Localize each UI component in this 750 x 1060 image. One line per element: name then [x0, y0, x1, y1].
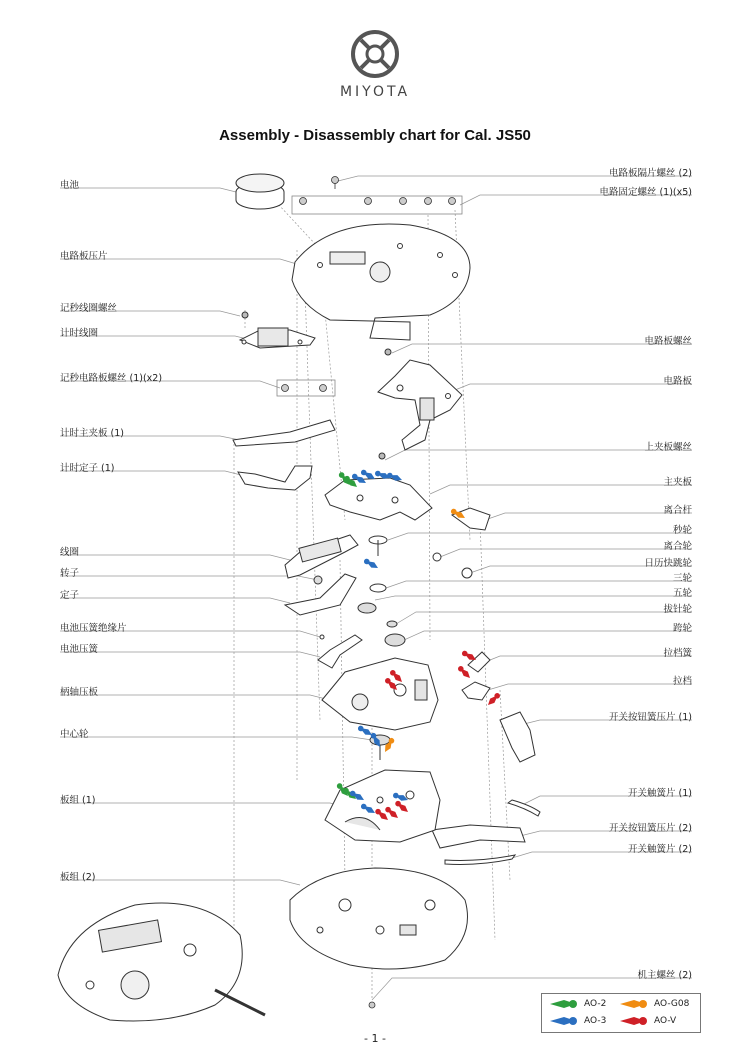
part-label-left: 记秒线圈螺丝: [60, 303, 118, 314]
switch-springs: [432, 712, 540, 864]
part-label-right: 秒轮: [672, 525, 692, 536]
chrono-screws: [277, 380, 335, 396]
coil-rotor-stator: [285, 535, 358, 615]
part-label-right: 拉档簧: [663, 648, 692, 659]
leader-line-right: [430, 485, 692, 494]
part-label-right: 日历快跳轮: [644, 558, 692, 569]
legend-label-ao-g08: AO-G08: [654, 999, 690, 1009]
leader-line-left: [60, 188, 240, 193]
part-label-right: 五轮: [672, 588, 692, 599]
leader-line-right: [480, 656, 692, 664]
part-label-left: 电池: [60, 180, 80, 191]
part-label-right: 电路固定螺丝 (1)(x5): [599, 187, 692, 198]
part-label-left: 计时主夹板 (1): [60, 428, 124, 439]
part-label-left: 中心轮: [60, 729, 89, 740]
part-label-right: 离合轮: [663, 541, 692, 552]
leader-line-left: [60, 880, 300, 885]
leader-line-right: [404, 631, 692, 640]
leader-line-right: [396, 612, 692, 624]
part-label-right: 上夹板螺丝: [644, 442, 692, 453]
leader-line-right: [375, 596, 692, 600]
legend-dot-2: [569, 1017, 577, 1025]
legend-label-ao-v: AO-V: [654, 1016, 677, 1026]
legend-dot-3: [639, 1017, 647, 1025]
part-label-right: 电路板螺丝: [644, 336, 692, 347]
part-label-left: 计时线圈: [60, 328, 99, 339]
leader-line-left: [60, 695, 330, 700]
pin-icon-ao-2: [550, 999, 578, 1009]
leader-line-left: [60, 598, 290, 603]
part-label-right: 电路板隔片螺丝 (2): [609, 168, 692, 179]
oil-legend: [541, 993, 701, 1033]
part-label-left: 柄轴压板: [60, 687, 99, 698]
part-label-right: 开关按钮簧压片 (1): [609, 712, 692, 723]
chrono-coil: [240, 312, 315, 348]
leader-line-right: [386, 581, 692, 588]
part-label-right: 开关按钮簧压片 (2): [609, 823, 692, 834]
plate-assembly-1: [325, 770, 440, 842]
pin-icon-ao-v: [620, 1016, 648, 1026]
part-label-left: 电池压簧绝缘片: [60, 623, 127, 634]
part-label-left: 线圈: [60, 547, 80, 558]
leader-line-left: [60, 576, 318, 580]
leader-line-left: [60, 737, 372, 740]
brand-name: MIYOTA: [339, 84, 411, 100]
stem-plate: [322, 658, 438, 730]
part-label-left: 记秒电路板螺丝 (1)(x2): [60, 373, 163, 384]
leader-line-right: [450, 384, 692, 392]
main-screw: [369, 1002, 375, 1008]
page-number: - 1 -: [364, 1032, 386, 1045]
leader-line-left: [60, 652, 320, 657]
part-label-left: 定子: [60, 590, 80, 601]
chrono-main-plate: [233, 420, 335, 446]
part-label-right: 开关触簧片 (1): [628, 788, 692, 799]
legend-dot-1: [639, 1000, 647, 1008]
oil-pin: [457, 665, 472, 680]
wheels: [358, 536, 472, 646]
part-label-right: 拔针轮: [663, 604, 692, 615]
part-label-right: 机主螺丝 (2): [637, 970, 692, 981]
part-label-left: 转子: [60, 568, 80, 579]
part-label-left: 电路板压片: [60, 251, 108, 262]
leader-line-left: [60, 555, 290, 560]
main-plate: [325, 453, 432, 520]
leader-line-right: [440, 549, 692, 557]
pin-icon-ao-3: [550, 1016, 578, 1026]
leader-line-right: [388, 533, 692, 540]
page-title: Assembly - Disassembly chart for Cal. JS50: [219, 127, 531, 144]
leader-line-left: [60, 803, 350, 808]
part-label-right: 跨轮: [672, 623, 692, 634]
part-label-right: 开关触簧片 (2): [628, 844, 692, 855]
part-label-right: 拉档: [672, 676, 692, 687]
battery-spring: [318, 635, 362, 668]
part-label-left: 计时定子 (1): [60, 463, 115, 474]
clutch-lever: [452, 508, 490, 530]
battery-part: [236, 174, 284, 209]
part-label-right: 三轮: [672, 573, 692, 584]
oil-pin: [486, 692, 501, 707]
leader-line-right: [485, 513, 692, 520]
legend-dot-0: [569, 1000, 577, 1008]
legend-label-ao-3: AO-3: [584, 1016, 607, 1026]
circuit-screws: [292, 177, 462, 215]
leader-line-right: [488, 684, 692, 690]
circuit-press-plate: [292, 224, 470, 340]
part-label-left: 电池压簧: [60, 644, 99, 655]
part-label-right: 主夹板: [663, 477, 692, 488]
circuit-board: [378, 349, 462, 450]
chrono-stator: [238, 466, 312, 490]
legend-label-ao-2: AO-2: [584, 999, 607, 1009]
part-label-left: 板组 (2): [60, 872, 96, 883]
part-label-right: 离合杆: [663, 505, 692, 516]
part-label-left: 板组 (1): [60, 795, 96, 806]
oil-pin: [363, 558, 380, 571]
pin-icon-ao-g08: [620, 999, 648, 1009]
part-label-right: 电路板: [663, 376, 692, 387]
plate-assembly-2: [290, 868, 468, 969]
